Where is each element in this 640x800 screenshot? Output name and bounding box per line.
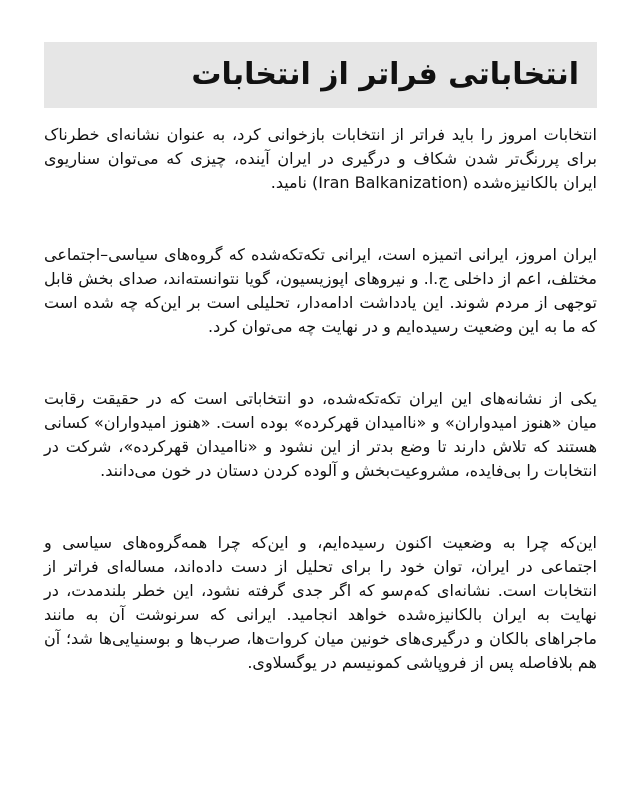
paragraph-4: این‌که چرا به وضعیت اکنون رسیده‌ایم، و این‌که چرا همه‌گروه‌های سیاسی و اجتماعی در ایران، توان خود را برای تحلیل از دست داده‌اند، مساله‌ای فراتر از انتخابات است. نشانه‌ای که‌م‌سو که اگر جدی گرفته نشود، این خطر بلندمدت، در نهایت به ایران بالکانیزه‌شده خواهد انجامید. ایرانی که سرنوشت آن به مانند ماجراهای بالکان و درگیری‌های خونین میان کروات‌ها، صرب‌ها و بوسنیایی‌ها شد؛ آن هم بلافاصله پس از فروپاشی کمونیسم در یوگسلاوی. [44, 533, 597, 672]
paragraph-3: یکی از نشانه‌های این ایران تکه‌تکه‌شده، دو انتخاباتی است که در حقیقت رقابت میان «هنوز امیدواران» و «ناامیدان قهرکرده» بوده است. «هنوز امیدواران» کسانی هستند که تلاش دارند تا وضع بدتر از این نشود و «ناامیدان قهرکرده»، شرکت در انتخابات را بی‌فایده، مشروعیت‌بخش و آلوده کردن دستان در خون می‌دانند. [44, 389, 597, 480]
article-body [44, 123, 597, 675]
title-banner [44, 42, 597, 108]
page-title: انتخاباتی فراتر از انتخابات [191, 57, 579, 92]
paragraph-1: انتخابات امروز را باید فراتر از انتخابات بازخوانی کرد، به عنوان نشانه‌ای خطرناک برای پررنگ‌تر شدن شکاف و درگیری در ایران آینده، چیزی که می‌توان سناریوی ایران بالکانیزه‌شده (Iran Balkanization) نامید. [44, 125, 597, 192]
paragraph-2: ایران امروز، ایرانی اتمیزه است، ایرانی تکه‌تکه‌شده که گروه‌های سیاسی–اجتماعی مختلف، اعم از داخلی ج.ا. و نیروهای اپوزیسیون، گویا نتوانسته‌اند، صدای بخش قابل توجهی از مردم شوند. این یادداشت ادامه‌دار، تحلیلی است بر این‌که چه شده است که ما به این وضعیت رسیده‌ایم و در نهایت چه می‌توان کرد. [44, 245, 597, 336]
